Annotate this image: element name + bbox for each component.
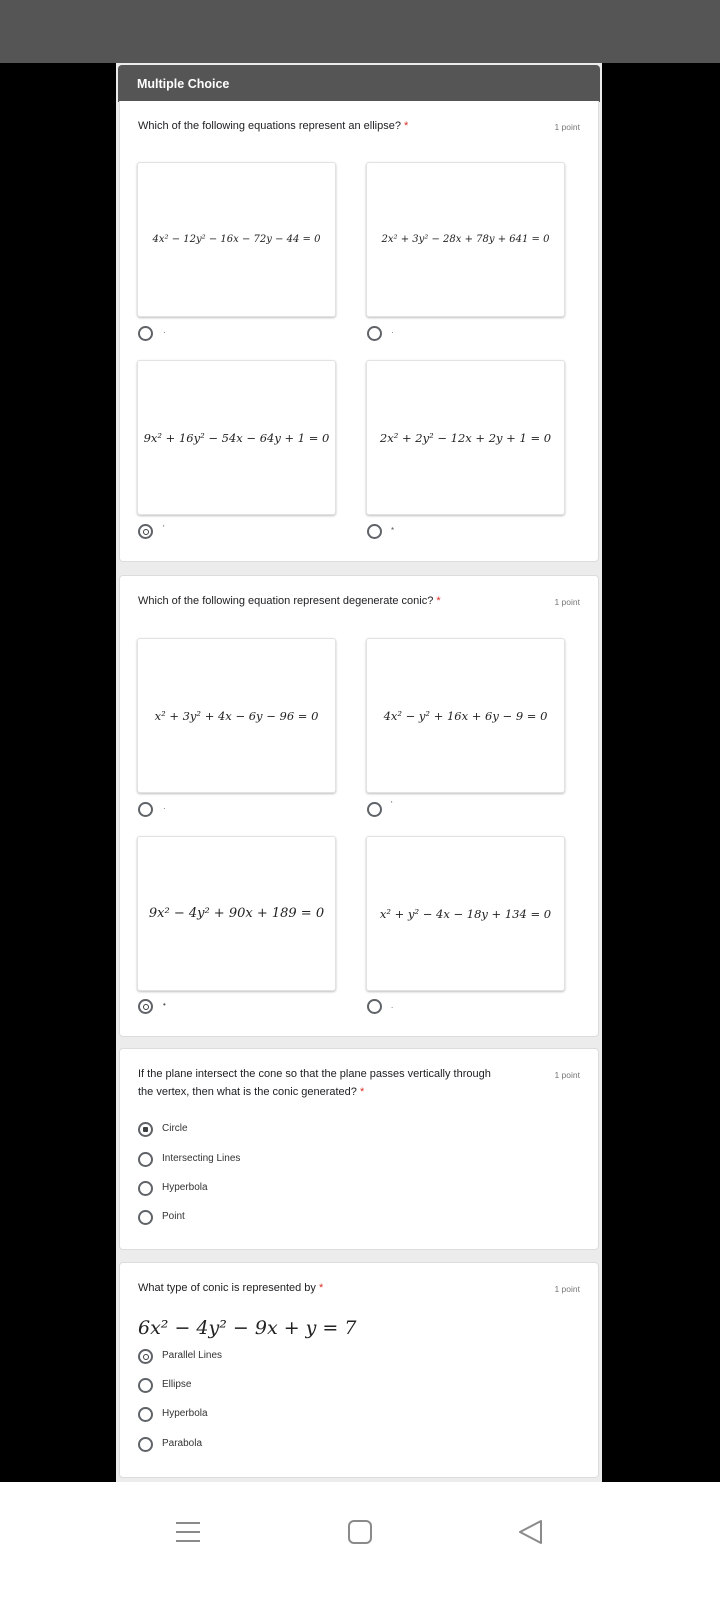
option-image-2 [366,638,565,793]
radio-option-1[interactable] [138,326,153,341]
question-card-4 [119,1262,599,1478]
question-text: Which of the following equations represent an ellipse? [138,120,401,132]
points-label: 1 point [554,597,580,607]
option-mark: * [391,526,395,535]
question-title [138,1065,538,1101]
option-image-3 [137,836,336,991]
radio-button[interactable] [138,1152,153,1167]
option-image-4 [366,836,565,991]
option-mark: ' [391,800,393,809]
option-mark: ' [163,524,165,533]
equation: 4x² − 12y² − 16x − 72y − 44 = 0 [152,234,321,245]
option-mark: • [163,1000,166,1009]
option-mark: · [163,804,166,813]
option-mark: . [391,1001,394,1010]
back-icon [518,1519,544,1545]
question-equation: 6x² − 4y² − 9x + y = 7 [138,1317,357,1339]
option-label: Ellipse [162,1379,192,1390]
radio-option-4[interactable] [367,999,382,1014]
radio-option-3[interactable] [138,999,153,1014]
radio-option-2[interactable] [367,802,382,817]
radio-option-2[interactable] [367,326,382,341]
points-label: 1 point [554,122,580,132]
option-image-1 [137,638,336,793]
points-label: 1 point [554,1284,580,1294]
radio-button[interactable] [138,1437,153,1452]
equation: 2x² + 3y² − 28x + 78y + 641 = 0 [381,234,550,245]
equation: x² + 3y² + 4x − 6y − 96 = 0 [154,708,319,723]
radio-option-4[interactable] [367,524,382,539]
question-text-line2: the vertex, then what is the conic generated? [138,1086,357,1098]
back-button[interactable] [511,1512,551,1552]
question-title [138,592,441,610]
question-text: What type of conic is represented by [138,1282,316,1294]
form-column [116,63,602,1482]
option-image-3 [137,360,336,515]
question-title [138,1279,323,1297]
home-icon [347,1519,373,1545]
option-label: Hyperbola [162,1182,208,1193]
option-label: Hyperbola [162,1408,208,1419]
question-card-2 [119,575,599,1037]
radio-option-1[interactable] [138,802,153,817]
option-image-1 [137,162,336,317]
equation: 2x² + 2y² − 12x + 2y + 1 = 0 [379,430,552,445]
option-label: Parallel Lines [162,1350,223,1361]
radio-button[interactable] [138,1181,153,1196]
section-header [118,65,600,102]
option-mark: · [391,328,394,337]
recents-button[interactable] [168,1512,208,1552]
option-image-2 [366,162,565,317]
option-image-4 [366,360,565,515]
points-label: 1 point [554,1070,580,1080]
question-title [138,117,408,135]
question-card-1 [119,101,599,562]
home-button[interactable] [340,1512,380,1552]
option-label: Circle [162,1123,188,1134]
radio-button[interactable] [138,1122,153,1137]
navigation-bar [0,1482,720,1600]
required-asterisk: * [404,120,409,132]
required-asterisk: * [359,1086,365,1098]
radio-button[interactable] [138,1349,153,1364]
question-card-3 [119,1048,599,1250]
radio-option-3[interactable] [138,524,153,539]
option-label: Intersecting Lines [162,1153,241,1164]
radio-button[interactable] [138,1210,153,1225]
required-asterisk: * [436,595,441,607]
status-bar-area [0,0,720,63]
option-label: Parabola [162,1438,203,1449]
equation: 4x² − y² + 16x + 6y − 9 = 0 [383,708,548,723]
question-text-line1: If the plane intersect the cone so that the plane passes vertically through [138,1068,491,1080]
option-mark: · [163,328,166,337]
recents-icon [175,1519,201,1545]
equation: 9x² − 4y² + 90x + 189 = 0 [148,906,325,921]
radio-button[interactable] [138,1407,153,1422]
required-asterisk: * [319,1282,324,1294]
section-title: Multiple Choice [137,77,230,91]
radio-button[interactable] [138,1378,153,1393]
equation: 9x² + 16y² − 54x − 64y + 1 = 0 [143,430,330,445]
option-label: Point [162,1211,185,1222]
equation: x² + y² − 4x − 18y + 134 = 0 [379,906,552,921]
question-text: Which of the following equation represent degenerate conic? [138,595,434,607]
